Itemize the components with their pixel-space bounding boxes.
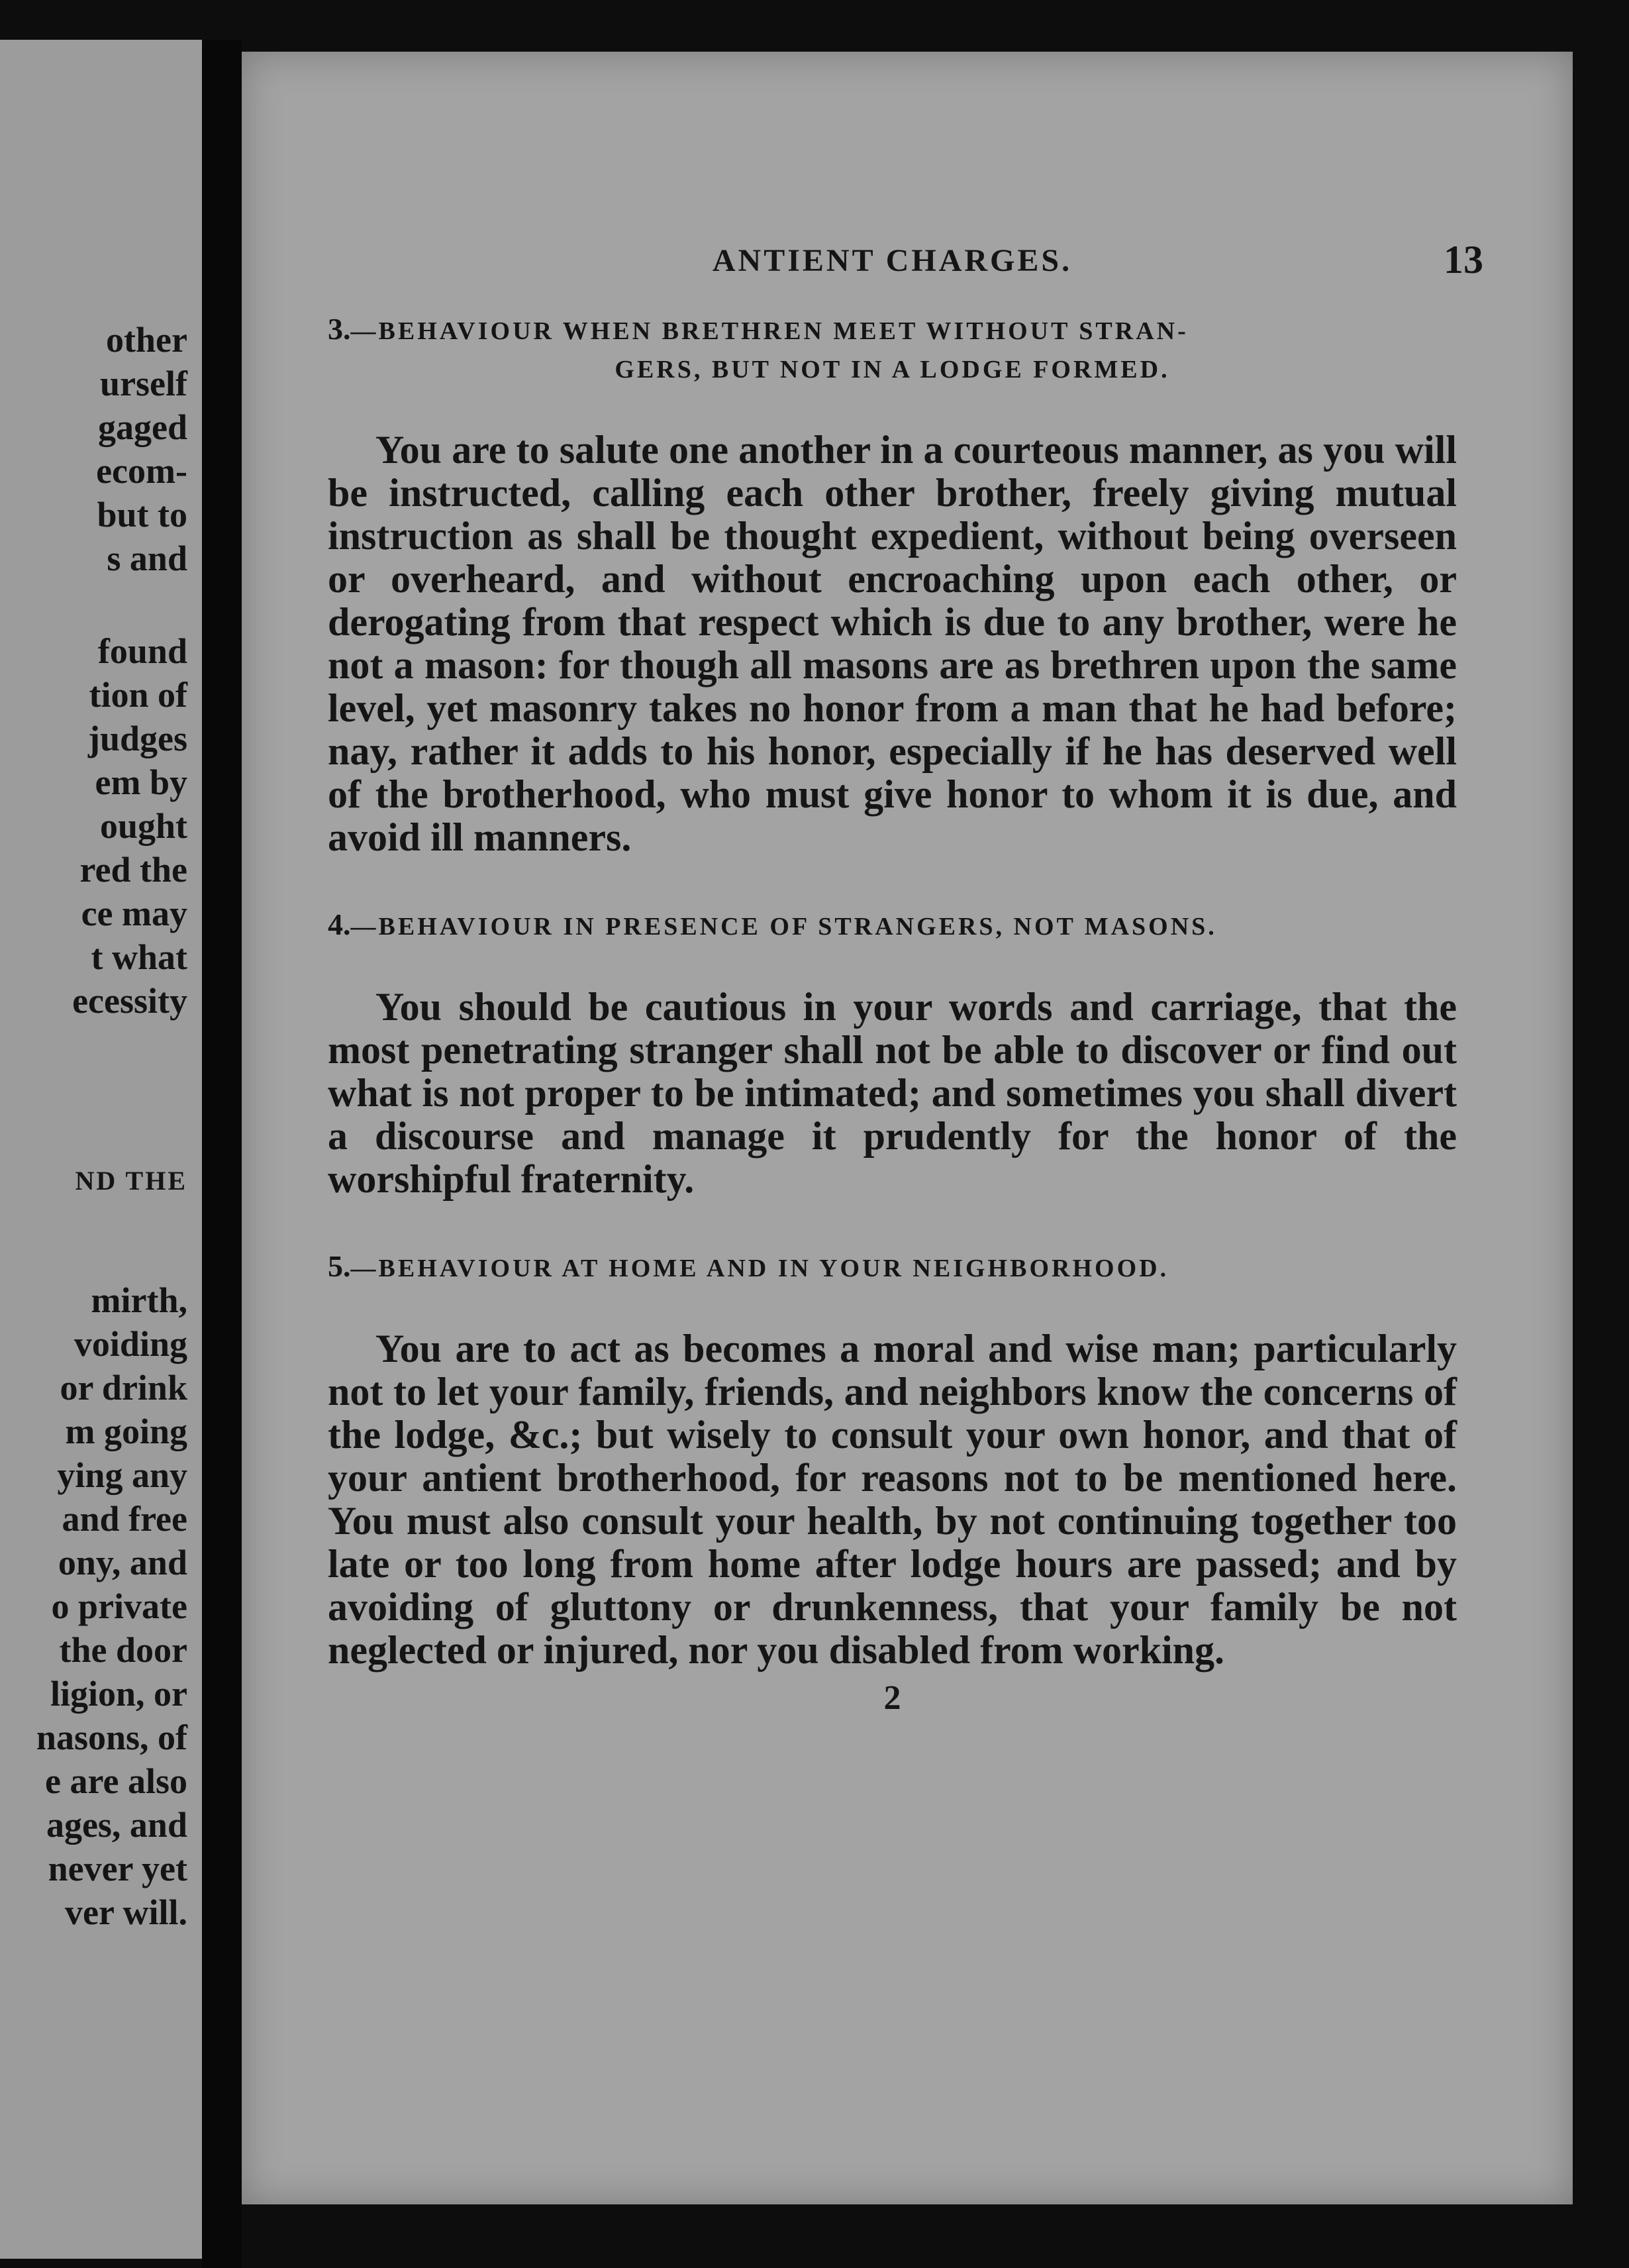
left-line: red the <box>79 850 187 890</box>
left-fragment-block-1 <box>2 318 187 580</box>
left-line: ought <box>99 806 187 846</box>
section-heading-text: —BEHAVIOUR WHEN BRETHREN MEET WITHOUT STRAN- <box>350 317 1189 345</box>
left-fragment-block-4 <box>2 1278 187 1934</box>
left-line: but to <box>97 495 187 535</box>
left-line: other <box>106 320 187 360</box>
section-paragraph-4: You should be cautious in your words and carriage, that the most penetrating stranger shall not be able to discover or find out what is not proper to be intimated; and sometimes you shall divert a discourse and manage it prudently for the honor of the worshipful fraternity. <box>328 985 1457 1201</box>
left-line: found <box>97 631 187 671</box>
left-line: never yet <box>48 1849 187 1888</box>
left-line: ND THE <box>75 1166 187 1196</box>
section-number: 4. <box>328 907 351 941</box>
left-line: em by <box>95 762 187 802</box>
left-line: ligion, or <box>50 1674 187 1714</box>
page-number: 13 <box>1444 238 1483 282</box>
left-fragment-block-2 <box>2 629 187 1023</box>
left-line: gaged <box>98 407 187 447</box>
left-line: e are also <box>45 1761 187 1801</box>
left-line: ecessity <box>72 981 187 1021</box>
left-line: or drink <box>60 1368 187 1408</box>
book-gutter <box>202 40 242 2268</box>
left-line: ages, and <box>46 1805 187 1845</box>
section-number: 5. <box>328 1249 351 1283</box>
left-line: o private <box>51 1586 187 1626</box>
left-line: ying any <box>57 1455 187 1495</box>
section-heading-5 <box>328 1247 1457 1288</box>
left-line: ony, and <box>58 1543 187 1582</box>
left-line: ver will. <box>65 1892 187 1932</box>
left-line: ce may <box>81 894 187 933</box>
left-line: s and <box>107 539 187 578</box>
left-line: judges <box>87 719 187 758</box>
left-line: nasons, of <box>36 1718 187 1757</box>
section-heading-continuation: GERS, BUT NOT IN A LODGE FORMED. <box>615 356 1170 384</box>
running-title: ANTIENT CHARGES. <box>712 243 1073 278</box>
section-paragraph-5: You are to act as becomes a moral and wise man; particularly not to let your family, friends, and neighbors know the concerns of the lodge, &c.; but wisely to consult your own honor, and that of your antient brotherhood, for reasons not to be mentioned here. You must also consult your health, by not continuing together too late or too long from home after lodge hours are passed; and by avoiding of gluttony or drunkenness, that your family be not neglected or injured, nor you disabled from working. <box>328 1327 1457 1672</box>
book-page <box>242 52 1573 2204</box>
left-line: and free <box>62 1499 187 1539</box>
left-line: t what <box>91 937 187 977</box>
previous-page-fragment <box>0 40 202 2259</box>
left-line: tion of <box>89 675 187 715</box>
section-heading-text: —BEHAVIOUR AT HOME AND IN YOUR NEIGHBORHOOD. <box>350 1255 1169 1282</box>
signature-mark: 2 <box>883 1679 901 1717</box>
left-fragment-block-3 <box>2 1159 187 1203</box>
section-number: 3. <box>328 312 351 346</box>
left-line: voiding <box>74 1324 187 1364</box>
section-heading-4 <box>328 905 1457 946</box>
left-line: the door <box>59 1630 187 1670</box>
left-line: ecom- <box>96 451 187 491</box>
left-line: m going <box>65 1412 187 1451</box>
section-paragraph-3: You are to salute one another in a courteous manner, as you will be instructed, calling each other brother, freely giving mutual instruction as shall be thought expedient, without being overseen or overheard, and without encroaching upon each other, or derogating from that respect which is due to any brother, were he not a mason: for though all masons are as brethren upon the same level, yet masonry takes no honor from a man that he had before; nay, rather it adds to his honor, especially if he has deserved well of the brotherhood, who must give honor to whom it is due, and avoid ill manners. <box>328 428 1457 859</box>
section-heading-3 <box>328 310 1457 389</box>
left-line: urself <box>100 364 187 403</box>
left-line: mirth, <box>91 1280 187 1320</box>
page-content <box>328 237 1483 1718</box>
section-heading-text: —BEHAVIOUR IN PRESENCE OF STRANGERS, NOT MASONS. <box>350 913 1217 941</box>
running-head <box>328 237 1483 290</box>
